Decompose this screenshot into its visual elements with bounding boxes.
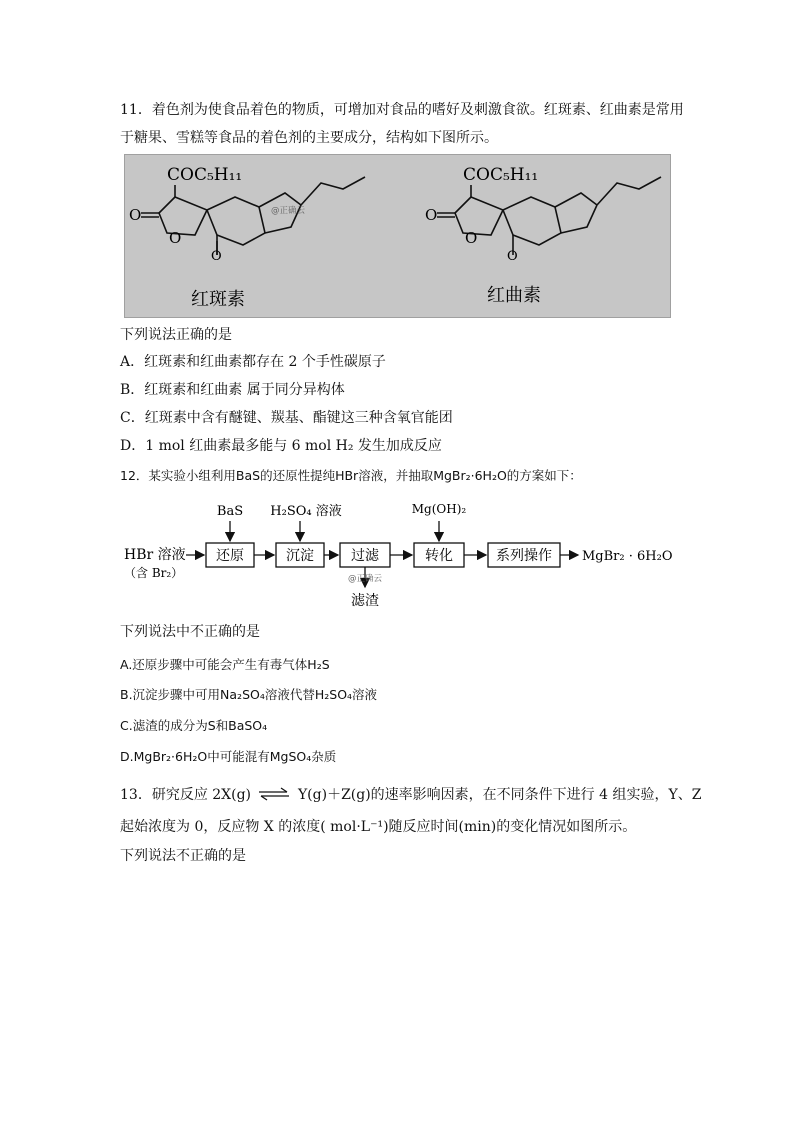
flow-byproduct: 滤渣 [351,593,379,609]
q12-option-d: D.MgBr₂·6H₂O中可能混有MgSO₄杂质 [120,749,337,764]
mol2-ring-o: O [465,229,478,247]
flow-start-label: HBr 溶液 [124,547,186,563]
mol1-carbonyl-o-1: O [129,206,142,224]
q13-stem-part2: Y(g)＋Z(g)的速率影响因素，在不同条件下进行 4 组实验，Y、Z [297,787,702,803]
q11-option-b: B．红斑素和红曲素 属于同分异构体 [120,382,345,398]
q11-structure-figure [124,154,671,318]
q12-question: 下列说法中不正确的是 [120,624,260,640]
mol2-methyl-o: O [507,249,518,264]
mol1-methyl-o: O [211,249,222,264]
mol1-substituent: COC₅H₁₁ [167,165,243,185]
reversible-arrow-icon [255,785,293,803]
q12-option-b: B.沉淀步骤中可用Na₂SO₄溶液代替H₂SO₄溶液 [120,687,378,702]
q11-stem-line1: 11．着色剂为使食品着色的物质，可增加对食品的嗜好及刺激食欲。红斑素、红曲素是常用 [120,102,684,118]
mol2-substituent: COC₅H₁₁ [463,165,539,185]
q11-option-a: A．红斑素和红曲素都存在 2 个手性碳原子 [120,354,386,370]
q12-option-a: A.还原步骤中可能会产生有毒气体H₂S [120,657,330,672]
q11-question: 下列说法正确的是 [120,327,232,343]
watermark-2: @正确云 [348,574,383,584]
q11-option-d: D．1 mol 红曲素最多能与 6 mol H₂ 发生加成反应 [120,438,442,454]
flow-step-2: 沉淀 [286,548,314,564]
q13-question: 下列说法不正确的是 [120,848,246,864]
flow-reagent-3: Mg(OH)₂ [411,502,467,516]
flow-step-5: 系列操作 [496,548,552,564]
q13-stem-line2: 起始浓度为 0，反应物 X 的浓度( mol·L⁻¹)随反应时间(min)的变化情况如图所示。 [120,819,637,835]
flow-step-1: 还原 [216,548,244,564]
mol2-carbonyl-o-1: O [425,206,438,224]
q13-stem-part1: 13．研究反应 2X(g) [120,787,252,803]
q11-option-c: C．红斑素中含有醚键、羰基、酯键这三种含氧官能团 [120,410,453,426]
flow-start-sub: （含 Br₂） [124,566,184,580]
molecule-hongbansu [129,165,365,310]
q11-stem-line2: 于糖果、雪糕等食品的着色剂的主要成分，结构如下图所示。 [120,130,498,146]
q12-stem: 12．某实验小组利用BaS的还原性提纯HBr溶液，并抽取MgBr₂·6H₂O的方案如下： [120,468,582,483]
molecule-hongqusu [425,165,661,306]
q12-option-c: C.滤渣的成分为S和BaSO₄ [120,718,268,733]
watermark-1: @正确云 [271,206,306,216]
mol1-name: 红斑素 [191,289,245,310]
flow-reagent-1: BaS [216,504,244,519]
mol2-name: 红曲素 [487,285,541,306]
q12-flow-diagram [120,495,676,613]
mol1-ring-o: O [169,229,182,247]
flow-product: MgBr₂ · 6H₂O [582,549,673,564]
q13-stem-line1 [120,785,701,805]
flow-step-4: 转化 [425,548,453,564]
flow-reagent-2: H₂SO₄ 溶液 [270,504,342,519]
flow-step-3: 过滤 [351,548,379,564]
